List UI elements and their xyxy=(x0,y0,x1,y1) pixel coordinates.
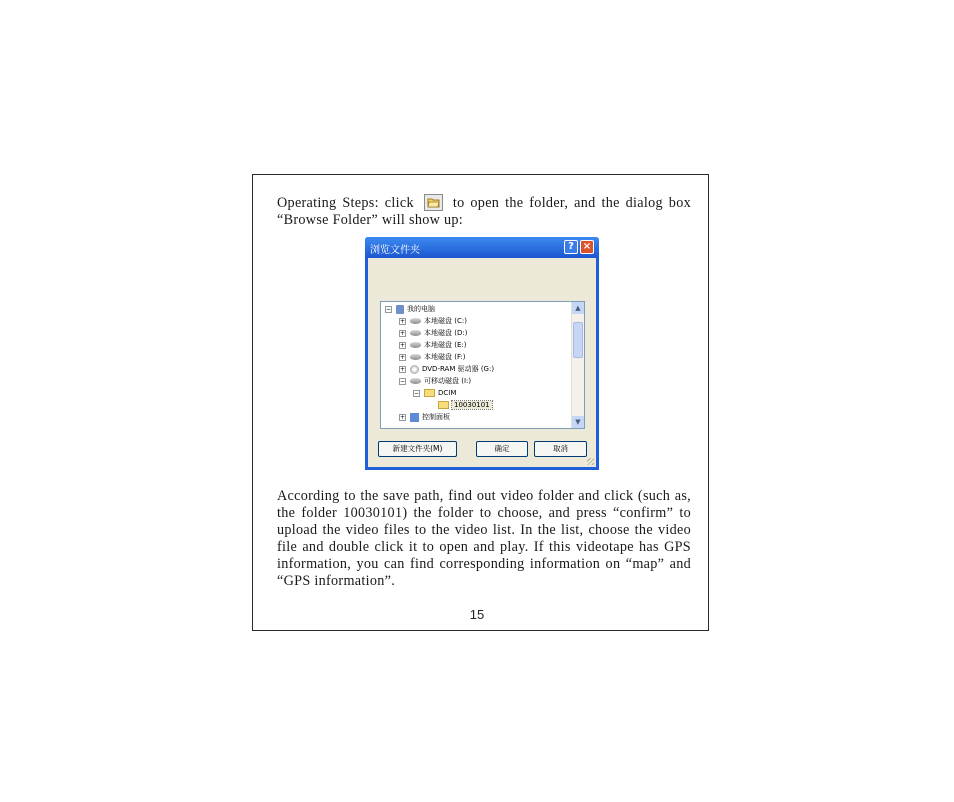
tree-node-dcim[interactable] xyxy=(413,387,456,399)
vertical-scrollbar[interactable] xyxy=(571,302,584,428)
tree-node-drive-c[interactable] xyxy=(399,315,467,327)
help-button[interactable]: ? xyxy=(564,240,578,254)
tree-node-drive-d[interactable] xyxy=(399,327,467,339)
computer-icon xyxy=(396,305,404,314)
tree-node-control-panel[interactable] xyxy=(399,411,450,423)
cancel-button[interactable]: 取消 xyxy=(534,441,587,457)
body-paragraph: According to the save path, find out video folder and click (such as, the folder 10030101) the folder to choose, and press “confirm” to upload the video files to the video list. In the list, choose the video file and double click it to open and play. If this videotape has GPS information, you can find corresponding information on “map” and “GPS information”. xyxy=(277,488,691,589)
collapse-icon[interactable]: − xyxy=(386,305,392,313)
tree-node-drive-f[interactable] xyxy=(399,351,466,363)
dialog-titlebar[interactable] xyxy=(365,237,599,258)
expand-icon[interactable]: + xyxy=(400,353,406,361)
control-panel-icon xyxy=(410,413,419,422)
tree-node-label: 本地磁盘 (D:) xyxy=(424,329,468,337)
new-folder-button[interactable]: 新建文件夹(M) xyxy=(378,441,457,457)
dvd-drive-icon xyxy=(410,365,419,374)
tree-node-10030101[interactable] xyxy=(438,399,492,411)
browse-folder-dialog xyxy=(365,237,599,470)
tree-node-drive-e[interactable] xyxy=(399,339,466,351)
tree-node-label: 可移动磁盘 (I:) xyxy=(424,377,472,385)
intro-paragraph xyxy=(277,194,691,229)
folder-icon xyxy=(438,401,449,409)
ok-button[interactable]: 确定 xyxy=(476,441,528,457)
tree-node-label: 本地磁盘 (E:) xyxy=(424,341,467,349)
tree-node-dvd-drive-g[interactable] xyxy=(399,363,494,375)
dialog-client-area xyxy=(368,258,596,467)
page-number: 15 xyxy=(469,607,485,622)
drive-icon xyxy=(410,318,421,324)
expand-icon[interactable]: + xyxy=(400,317,406,325)
expand-icon[interactable]: + xyxy=(400,341,406,349)
collapse-icon[interactable]: − xyxy=(400,377,406,385)
tree-node-label: 控制面板 xyxy=(422,413,450,421)
drive-icon xyxy=(410,342,421,348)
dialog-title: 浏览文件夹 xyxy=(370,245,420,256)
expand-icon[interactable]: + xyxy=(400,413,406,421)
close-button[interactable]: × xyxy=(580,240,594,254)
tree-node-label: DCIM xyxy=(438,389,457,397)
open-folder-icon xyxy=(424,194,443,211)
scroll-down-icon[interactable]: ▼ xyxy=(572,416,584,428)
collapse-icon[interactable]: − xyxy=(414,389,420,397)
drive-icon xyxy=(410,354,421,360)
drive-icon xyxy=(410,330,421,336)
intro-text-before-icon: Operating Steps: click xyxy=(277,195,414,211)
expand-icon[interactable]: + xyxy=(400,365,406,373)
tree-node-label: 我的电脑 xyxy=(407,305,435,313)
tree-node-my-computer[interactable] xyxy=(385,303,435,315)
removable-drive-icon xyxy=(410,378,421,384)
tree-node-label: DVD-RAM 驱动器 (G:) xyxy=(422,365,495,373)
folder-icon xyxy=(424,389,435,397)
resize-grip-icon[interactable] xyxy=(587,458,594,465)
scrollbar-thumb[interactable] xyxy=(573,322,583,358)
expand-icon[interactable]: + xyxy=(400,329,406,337)
folder-tree[interactable] xyxy=(380,301,585,429)
tree-node-label: 10030101 xyxy=(454,401,490,409)
tree-node-label: 本地磁盘 (C:) xyxy=(424,317,467,325)
tree-node-removable-drive-i[interactable] xyxy=(399,375,471,387)
tree-node-label: 本地磁盘 (F:) xyxy=(424,353,466,361)
intro-text-after-icon: to open the folder, and the dialog box “Browse Folder” will show up: xyxy=(277,195,691,228)
scroll-up-icon[interactable]: ▲ xyxy=(572,302,584,314)
